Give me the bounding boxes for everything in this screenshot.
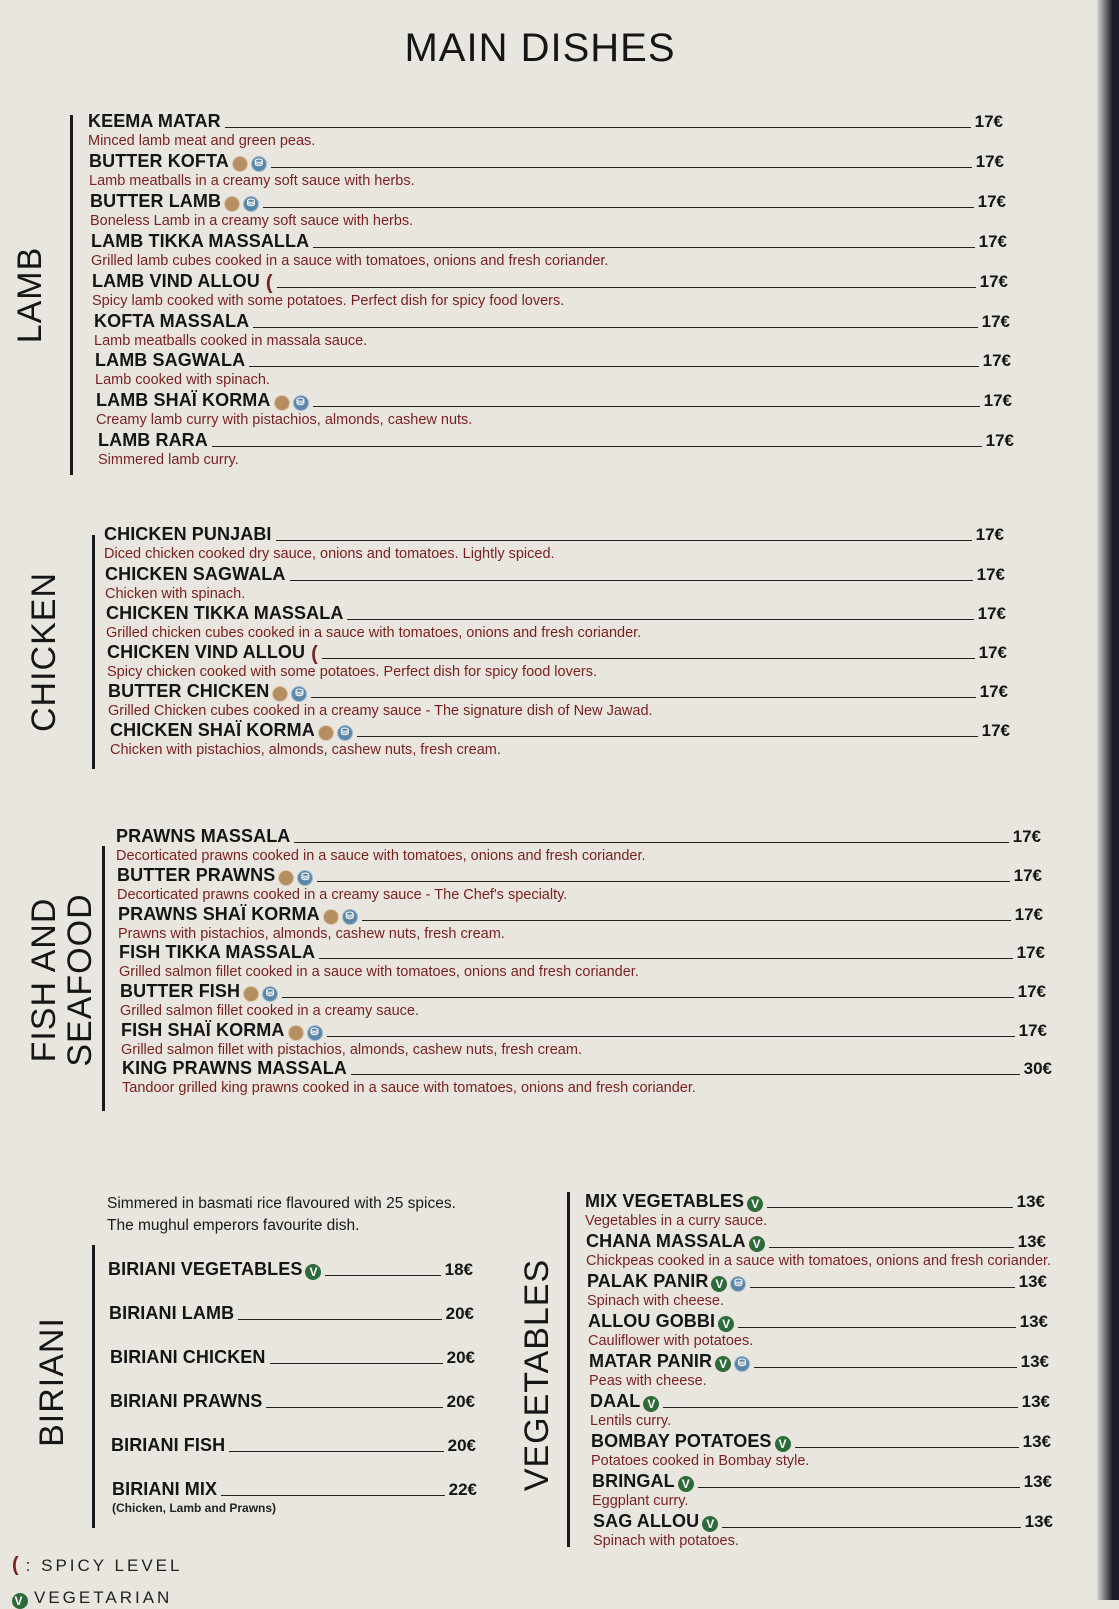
leader-line <box>294 841 1008 843</box>
dish-price: 20€ <box>446 1348 475 1367</box>
nuts-icon <box>323 909 339 925</box>
leader-line <box>769 1246 1014 1248</box>
leader-line <box>319 957 1012 959</box>
dish-description: Chicken with spinach. <box>105 586 246 602</box>
nuts-icon <box>243 986 259 1002</box>
vegetarian-icon: V <box>718 1316 734 1332</box>
leader-line <box>282 996 1014 998</box>
dish-name: BIRIANI CHICKEN <box>110 1347 266 1367</box>
dish-description: Creamy lamb curry with pistachios, almonds, cashew nuts. <box>96 412 473 428</box>
menu-item <box>96 389 1012 429</box>
dish-name: FISH TIKKA MASSALA <box>119 942 316 962</box>
dish-name: BUTTER FISH <box>120 981 241 1001</box>
leader-line <box>347 618 973 620</box>
menu-item <box>104 523 1004 563</box>
dish-name: FISH SHAÏ KORMA <box>121 1020 285 1040</box>
dish-name: MIX VEGETABLES <box>585 1191 745 1211</box>
dish-price: 20€ <box>445 1304 474 1323</box>
nuts-icon <box>278 870 294 886</box>
menu-item <box>588 1310 1048 1350</box>
menu-item <box>95 349 1011 389</box>
dish-name: BIRIANI VEGETABLES <box>108 1259 303 1279</box>
dish-name: BUTTER LAMB <box>90 191 222 211</box>
menu-item <box>107 641 1007 681</box>
biriani-intro-line1: Simmered in basmati rice flavoured with 25 spices. <box>107 1195 456 1212</box>
dish-description: Grilled chicken cubes cooked in a sauce with tomatoes, onions and fresh coriander. <box>106 625 642 641</box>
menu-item <box>116 825 1041 865</box>
nuts-icon <box>272 686 288 702</box>
leader-line <box>313 246 974 248</box>
dish-price: 17€ <box>1013 866 1042 885</box>
dish-description: Tandoor grilled king prawns cooked in a sauce with tomatoes, onions and fresh coriander. <box>122 1080 696 1096</box>
leader-line <box>351 1073 1020 1075</box>
leader-line <box>271 166 972 168</box>
dish-description: Grilled salmon fillet cooked in a creamy sauce. <box>120 1003 419 1019</box>
dish-description: Decorticated prawns cooked in a sauce with tomatoes, onions and fresh coriander. <box>116 848 646 864</box>
dish-price: 13€ <box>1023 1472 1052 1491</box>
biriani-intro <box>107 1193 456 1237</box>
dairy-icon: ⛁ <box>291 686 307 702</box>
dish-price: 17€ <box>978 643 1007 662</box>
leader-line <box>722 1526 1020 1528</box>
dish-name: BIRIANI LAMB <box>109 1303 235 1323</box>
dish-description: Spicy chicken cooked with some potatoes. Perfect dish for spicy food lovers. <box>107 664 598 680</box>
dairy-icon: ⛁ <box>262 986 278 1002</box>
chicken-section-label: CHICKEN <box>25 571 63 733</box>
leader-line <box>738 1326 1016 1328</box>
vegetarian-icon: V <box>749 1236 765 1252</box>
dairy-icon: ⛁ <box>337 725 353 741</box>
menu-item <box>88 110 1003 150</box>
dish-name: CHICKEN PUNJABI <box>104 524 272 544</box>
leader-line <box>362 919 1011 921</box>
vegetarian-icon: V <box>678 1476 694 1492</box>
leader-line <box>212 445 982 447</box>
dish-price: 13€ <box>1017 1232 1046 1251</box>
dish-price: 17€ <box>974 112 1003 131</box>
dairy-icon: ⛁ <box>297 870 313 886</box>
menu-item <box>90 190 1006 230</box>
dairy-icon: ⛁ <box>243 196 259 212</box>
dish-description: Chicken with pistachios, almonds, cashew nuts, fresh cream. <box>110 742 501 758</box>
menu-item <box>109 1302 474 1342</box>
dish-description: Eggplant curry. <box>592 1493 689 1509</box>
dish-name: CHICKEN VIND ALLOU <box>107 642 306 662</box>
menu-item <box>112 1478 477 1518</box>
nuts-icon <box>318 725 334 741</box>
dish-name: BUTTER CHICKEN <box>108 681 270 701</box>
leader-line <box>313 405 980 407</box>
biriani-section-label: BIRIANI <box>33 1317 71 1447</box>
dish-price: 17€ <box>975 525 1004 544</box>
dish-description: Boneless Lamb in a creamy soft sauce with herbs. <box>90 213 414 229</box>
dish-price: 17€ <box>1016 943 1045 962</box>
fish-section-label <box>26 893 98 1066</box>
lamb-divider <box>70 115 73 475</box>
spicy-icon: ( <box>12 1554 22 1576</box>
menu-item <box>110 719 1010 759</box>
dish-description: Diced chicken cooked dry sauce, onions and tomatoes. Lightly spiced. <box>104 546 555 562</box>
leader-line <box>317 880 1009 882</box>
dairy-icon: ⛁ <box>342 909 358 925</box>
dairy-icon: ⛁ <box>307 1025 323 1041</box>
dish-name: LAMB VIND ALLOU <box>92 271 260 291</box>
dish-name: PALAK PANIR <box>587 1271 709 1291</box>
dish-name: SAG ALLOU <box>593 1511 700 1531</box>
nuts-icon <box>274 395 290 411</box>
dish-description: Lentils curry. <box>590 1413 672 1429</box>
dish-description: Grilled Chicken cubes cooked in a creamy sauce - The signature dish of New Jawad. <box>108 703 653 719</box>
menu-item <box>92 270 1008 310</box>
menu-item <box>111 1434 476 1474</box>
biriani-divider <box>92 1245 95 1528</box>
dish-description: Lamb meatballs in a creamy soft sauce with herbs. <box>89 173 415 189</box>
menu-item <box>105 563 1005 603</box>
leader-line <box>221 1494 445 1496</box>
leader-line <box>754 1366 1017 1368</box>
spicy-icon: ( <box>311 643 318 665</box>
dish-name: CHICKEN TIKKA MASSALA <box>106 603 344 623</box>
leader-line <box>322 657 975 659</box>
menu-item <box>117 864 1042 904</box>
dish-price: 17€ <box>976 565 1005 584</box>
dish-price: 17€ <box>977 192 1006 211</box>
dish-price: 13€ <box>1016 1192 1045 1211</box>
dish-price: 17€ <box>981 312 1010 331</box>
dish-name: PRAWNS SHAÏ KORMA <box>118 904 320 924</box>
leader-line <box>276 539 972 541</box>
dish-price: 17€ <box>978 232 1007 251</box>
menu-item <box>94 310 1010 350</box>
menu-item <box>122 1057 1052 1097</box>
dish-price: 13€ <box>1018 1272 1047 1291</box>
dish-price: 13€ <box>1024 1512 1053 1531</box>
chicken-divider <box>92 535 95 769</box>
nuts-icon <box>288 1025 304 1041</box>
dish-price: 17€ <box>1017 982 1046 1001</box>
leader-line <box>750 1286 1014 1288</box>
page-title: MAIN DISHES <box>404 26 676 70</box>
dairy-icon: ⛁ <box>734 1356 750 1372</box>
dish-description: Lamb meatballs cooked in massala sauce. <box>94 333 368 349</box>
dish-price: 17€ <box>983 391 1012 410</box>
leader-line <box>767 1206 1013 1208</box>
dish-price: 18€ <box>444 1260 473 1279</box>
leader-line <box>263 206 974 208</box>
leader-line <box>357 735 978 737</box>
dish-price: 20€ <box>447 1436 476 1455</box>
dish-name: CHICKEN SHAÏ KORMA <box>110 720 315 740</box>
vegetarian-icon: V <box>715 1356 731 1372</box>
leader-line <box>698 1486 1020 1488</box>
dish-description: Vegetables in a curry sauce. <box>585 1213 768 1229</box>
legend-spicy <box>12 1556 182 1576</box>
vegetables-section-label: VEGETABLES <box>518 1258 556 1492</box>
dish-description: Chickpeas cooked in a sauce with tomatoes, onions and fresh coriander. <box>586 1253 1052 1269</box>
menu-item <box>121 1019 1047 1059</box>
dish-price: 17€ <box>982 351 1011 370</box>
menu-item <box>110 1390 475 1430</box>
menu-item <box>592 1470 1052 1510</box>
dish-name: LAMB SHAÏ KORMA <box>96 390 271 410</box>
dish-description: Peas with cheese. <box>589 1373 707 1389</box>
dish-price: 17€ <box>979 272 1008 291</box>
dish-name: KOFTA MASSALA <box>94 311 250 331</box>
menu-item <box>91 230 1007 270</box>
dish-name: BRINGAL <box>592 1471 675 1491</box>
dish-description: Minced lamb meat and green peas. <box>88 133 316 149</box>
dish-name: BOMBAY POTATOES <box>591 1431 772 1451</box>
dish-description: Cauliflower with potatoes. <box>588 1333 754 1349</box>
dish-price: 17€ <box>979 682 1008 701</box>
dish-price: 20€ <box>446 1392 475 1411</box>
leader-line <box>663 1406 1017 1408</box>
leader-line <box>277 286 976 288</box>
menu-item <box>98 429 1014 469</box>
leader-line <box>238 1318 441 1320</box>
dish-name: CHANA MASSALA <box>586 1231 746 1251</box>
menu-item <box>118 903 1043 943</box>
dish-description: Grilled lamb cubes cooked in a sauce with tomatoes, onions and fresh coriander. <box>91 253 609 269</box>
dish-name: BIRIANI FISH <box>111 1435 226 1455</box>
dish-description: Simmered lamb curry. <box>98 452 239 468</box>
dish-description: Spicy lamb cooked with some potatoes. Perfect dish for spicy food lovers. <box>92 293 565 309</box>
dish-name: LAMB SAGWALA <box>95 350 246 370</box>
vegetarian-icon: V <box>711 1276 727 1292</box>
leader-line <box>290 579 973 581</box>
dish-name: PRAWNS MASSALA <box>116 826 291 846</box>
menu-item <box>585 1190 1045 1230</box>
vegetarian-icon: V <box>12 1593 28 1609</box>
dish-name: BUTTER PRAWNS <box>117 865 276 885</box>
menu-item <box>590 1390 1050 1430</box>
spicy-icon: ( <box>265 272 273 294</box>
dairy-icon: ⛁ <box>293 395 309 411</box>
dish-description: Grilled salmon fillet with pistachios, almonds, cashew nuts, fresh cream. <box>121 1042 582 1058</box>
dish-name: LAMB RARA <box>98 430 208 450</box>
dish-name: DAAL <box>590 1391 641 1411</box>
leader-line <box>253 326 977 328</box>
dish-description: Prawns with pistachios, almonds, cashew nuts, fresh cream. <box>118 926 505 942</box>
menu-item <box>586 1230 1052 1270</box>
dish-price: 13€ <box>1022 1432 1051 1451</box>
leader-line <box>327 1035 1015 1037</box>
leader-line <box>325 1274 440 1276</box>
vegetables-divider <box>567 1192 570 1547</box>
menu-item <box>89 150 1004 190</box>
vegetarian-icon: V <box>643 1396 659 1412</box>
leader-line <box>249 365 978 367</box>
menu-item <box>591 1430 1051 1470</box>
dish-name: LAMB TIKKA MASSALLA <box>91 231 310 251</box>
menu-item <box>119 941 1045 981</box>
menu-item <box>108 1258 473 1298</box>
dish-price: 13€ <box>1020 1352 1049 1371</box>
dish-name: MATAR PANIR <box>589 1351 713 1371</box>
dish-name: ALLOU GOBBI <box>588 1311 716 1331</box>
leader-line <box>229 1450 443 1452</box>
dish-price: 17€ <box>1014 905 1043 924</box>
dish-description: Spinach with cheese. <box>587 1293 725 1309</box>
dish-name: BUTTER KOFTA <box>89 151 229 171</box>
menu-item <box>106 602 1006 642</box>
nuts-icon <box>224 196 240 212</box>
vegetarian-icon: V <box>305 1264 321 1280</box>
leader-line <box>795 1446 1019 1448</box>
dish-description: Grilled salmon fillet cooked in a sauce with tomatoes, onions and fresh coriander. <box>119 964 639 980</box>
dish-price: 30€ <box>1023 1059 1052 1078</box>
dish-name: KEEMA MATAR <box>88 111 221 131</box>
lamb-section-label: LAMB <box>11 246 49 344</box>
vegetarian-icon: V <box>775 1436 791 1452</box>
menu-item <box>120 980 1046 1020</box>
dairy-icon: ⛁ <box>730 1276 746 1292</box>
dairy-icon: ⛁ <box>251 156 267 172</box>
dish-name: BIRIANI PRAWNS <box>110 1391 263 1411</box>
leader-line <box>266 1406 442 1408</box>
fish-divider <box>102 846 105 1111</box>
dish-price: 17€ <box>1012 827 1041 846</box>
dish-note: (Chicken, Lamb and Prawns) <box>112 1501 277 1515</box>
dish-price: 17€ <box>975 152 1004 171</box>
dish-name: CHICKEN SAGWALA <box>105 564 286 584</box>
fish-label-line1: FISH AND <box>25 897 63 1063</box>
legend-spicy-text: : SPICY LEVEL <box>25 1556 183 1575</box>
dish-description: Potatoes cooked in Bombay style. <box>591 1453 810 1469</box>
vegetarian-icon: V <box>747 1196 763 1212</box>
menu-item <box>587 1270 1047 1310</box>
menu-item <box>593 1510 1053 1550</box>
leader-line <box>225 126 971 128</box>
legend-veg-text: VEGETARIAN <box>34 1588 173 1607</box>
leader-line <box>311 696 975 698</box>
page-edge-shadow <box>1097 0 1119 1600</box>
nuts-icon <box>232 156 248 172</box>
legend-vegetarian <box>12 1588 172 1609</box>
dish-price: 17€ <box>985 431 1014 450</box>
dish-price: 13€ <box>1019 1312 1048 1331</box>
biriani-intro-line2: The mughul emperors favourite dish. <box>107 1217 360 1234</box>
vegetarian-icon: V <box>702 1516 718 1532</box>
dish-price: 17€ <box>981 721 1010 740</box>
dish-name: BIRIANI MIX <box>112 1479 218 1499</box>
dish-price: 17€ <box>1018 1021 1047 1040</box>
dish-price: 22€ <box>448 1480 477 1499</box>
dish-description: Decorticated prawns cooked in a creamy sauce - The Chef's specialty. <box>117 887 568 903</box>
dish-description: Lamb cooked with spinach. <box>95 372 270 388</box>
dish-price: 17€ <box>977 604 1006 623</box>
fish-label-line2: SEAFOOD <box>61 893 99 1067</box>
menu-item <box>108 680 1008 720</box>
menu-item <box>110 1346 475 1386</box>
menu-item <box>589 1350 1049 1390</box>
leader-line <box>270 1362 443 1364</box>
dish-description: Spinach with potatoes. <box>593 1533 739 1549</box>
dish-name: KING PRAWNS MASSALA <box>122 1058 347 1078</box>
dish-price: 13€ <box>1021 1392 1050 1411</box>
